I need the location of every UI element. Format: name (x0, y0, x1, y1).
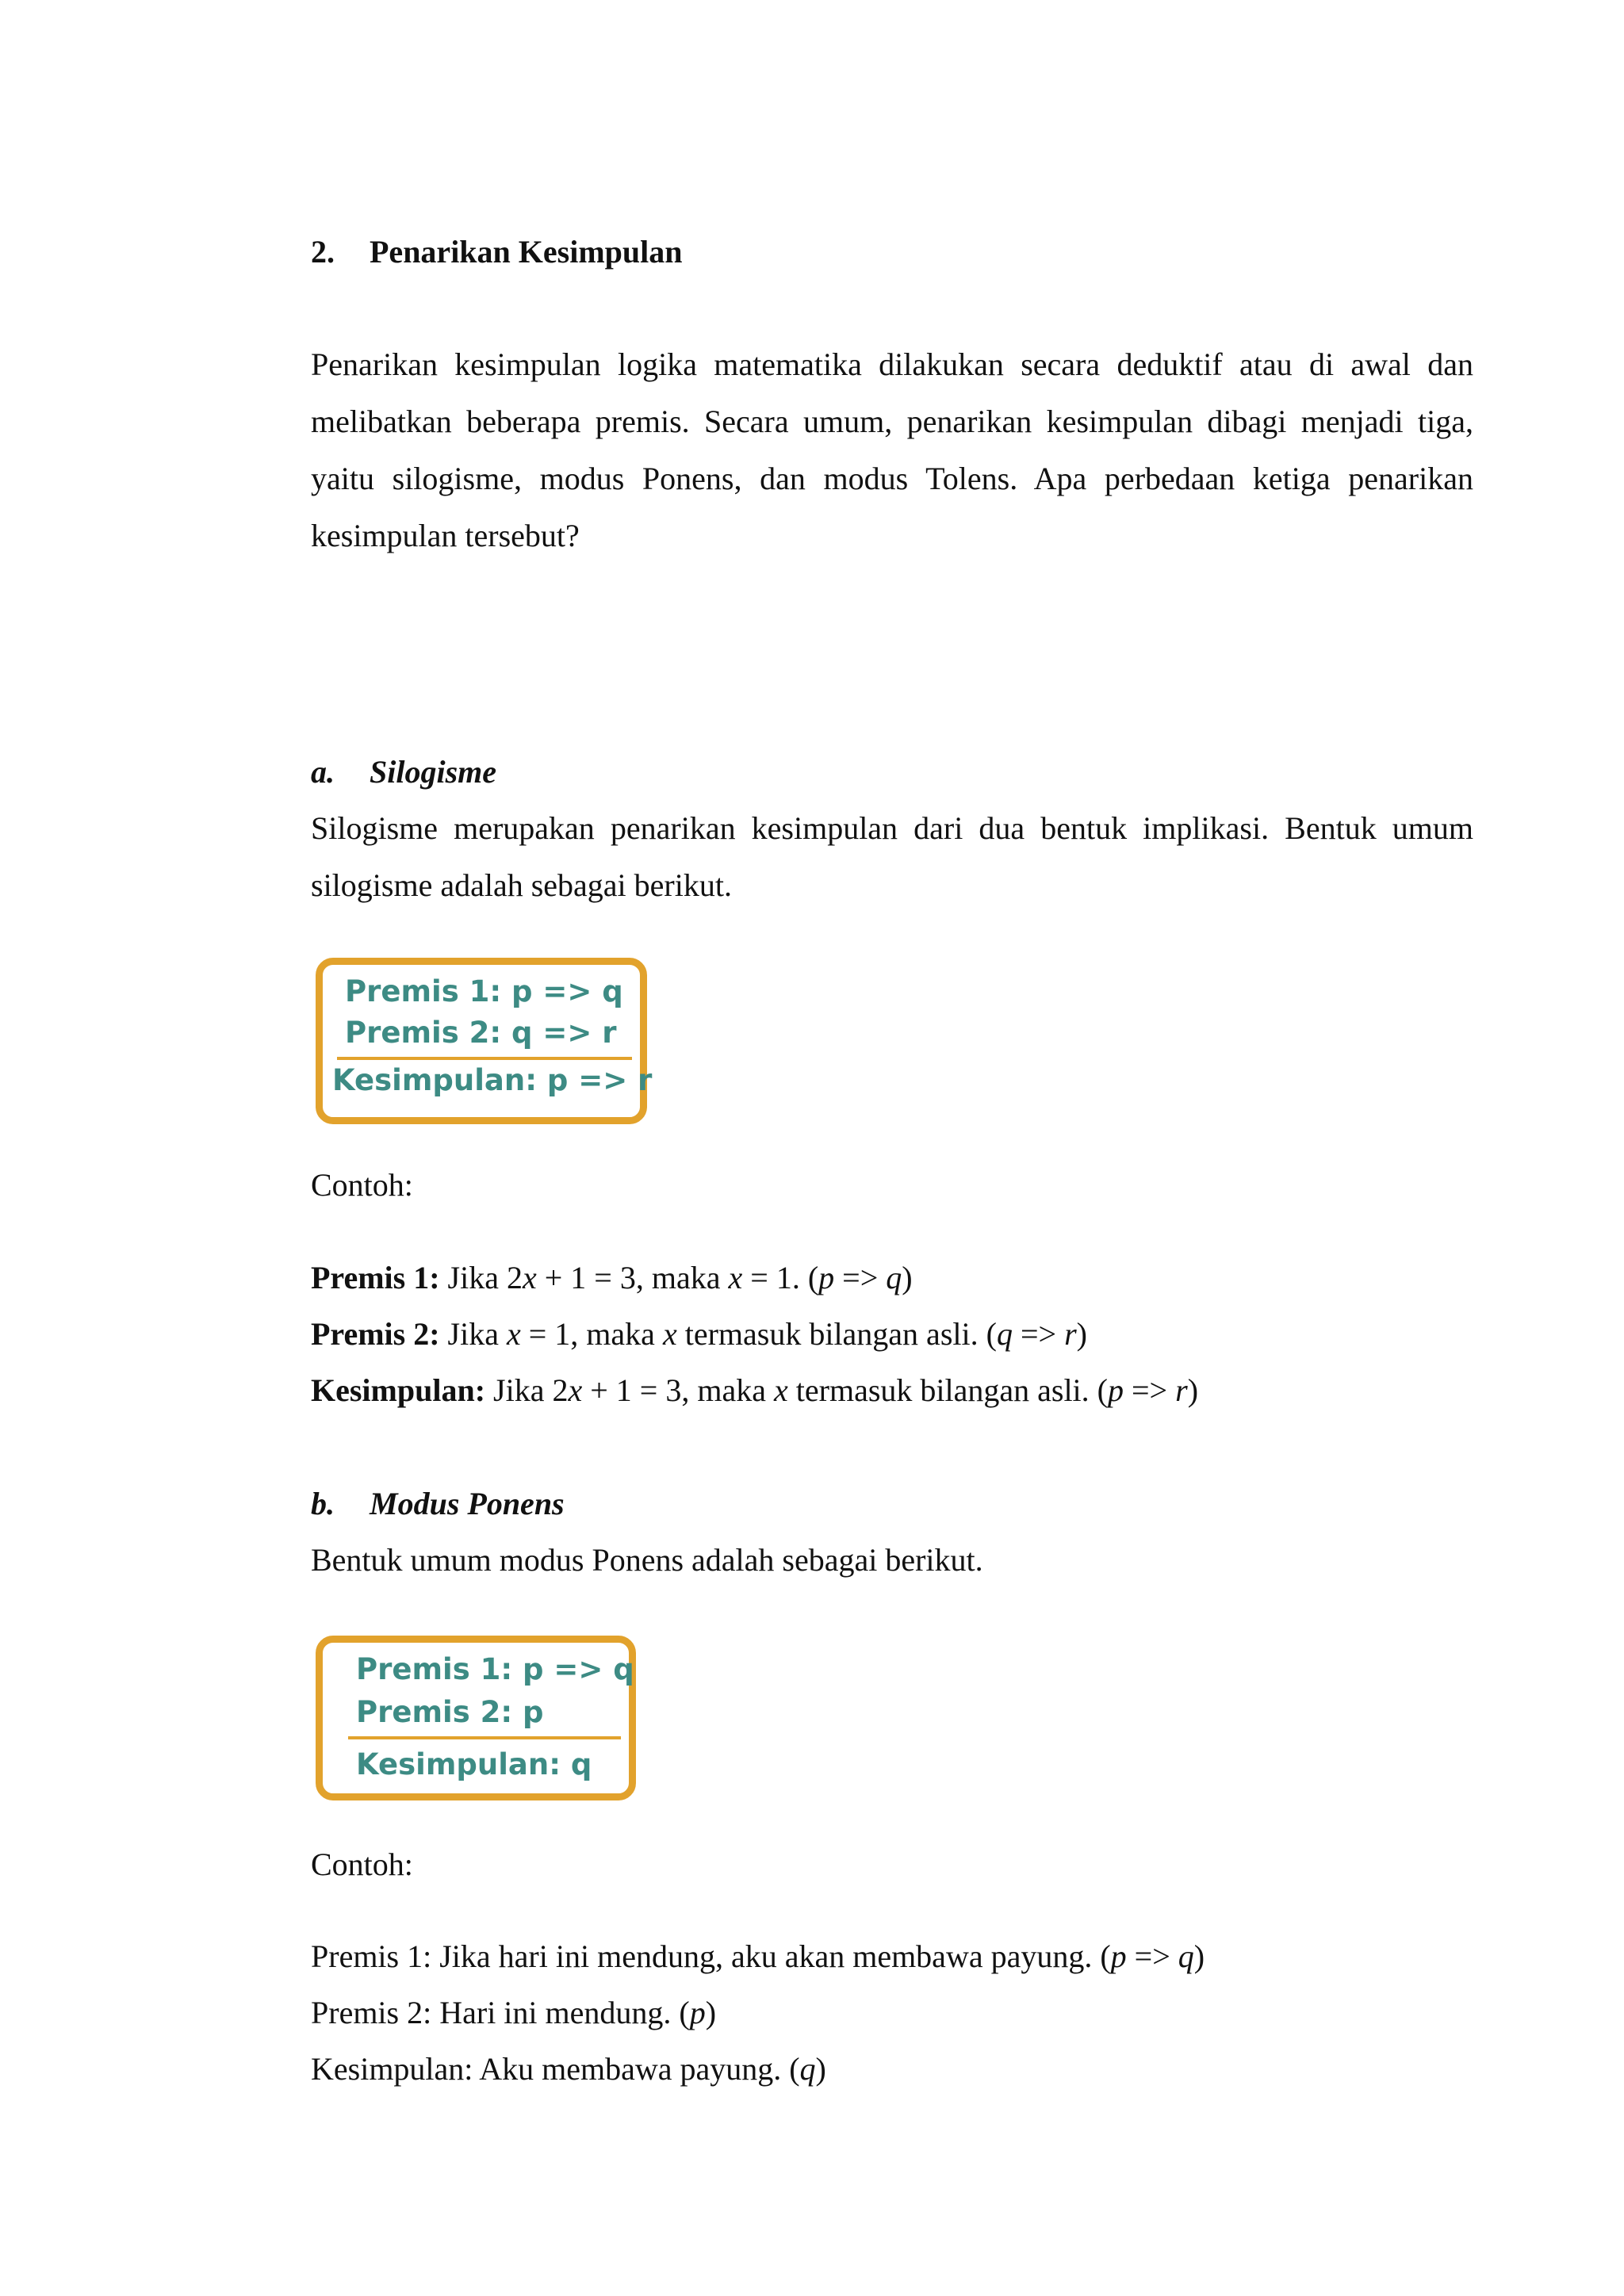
section-number: 2. (311, 234, 335, 270)
section-heading (311, 224, 1473, 281)
silogisme-title: Silogisme (370, 754, 497, 790)
ponens-title: Modus Ponens (370, 1486, 565, 1521)
silogisme-box-premise-1: Premis 1: p => q (345, 974, 623, 1008)
ponens-box-premise-1: Premis 1: p => q (356, 1652, 634, 1686)
ponens-box-premise-2: Premis 2: p (356, 1695, 544, 1729)
silogisme-rule-box (316, 958, 653, 1124)
ponens-box-divider (348, 1736, 621, 1739)
silogisme-example-premise-1: Premis 1: Jika 2x + 1 = 3, maka x = 1. (p => q) (311, 1260, 913, 1295)
silogisme-description: Silogisme merupakan penarikan kesimpulan dari dua bentuk implikasi. Bentuk umum silogisme adalah sebagai berikut. (311, 810, 1473, 903)
silogisme-example-premise-2: Premis 2: Jika x = 1, maka x termasuk bilangan asli. (q => r) (311, 1316, 1087, 1352)
section-title: Penarikan Kesimpulan (370, 234, 683, 270)
ponens-box-conclusion: Kesimpulan: q (356, 1747, 592, 1781)
ponens-description: Bentuk umum modus Ponens adalah sebagai berikut. (311, 1542, 983, 1578)
silogisme-letter: a. (311, 754, 335, 790)
silogisme-example-label: Contoh: (311, 1167, 413, 1203)
ponens-example-label: Contoh: (311, 1846, 413, 1882)
ponens-letter: b. (311, 1486, 335, 1521)
ponens-heading (311, 1475, 1473, 1533)
silogisme-box-conclusion: Kesimpulan: p => r (332, 1063, 653, 1097)
ponens-example-conclusion: Kesimpulan: Aku membawa payung. (q) (311, 2051, 826, 2087)
ponens-example-premise-1: Premis 1: Jika hari ini mendung, aku akan membawa payung. (p => q) (311, 1938, 1205, 1974)
silogisme-heading (311, 744, 1473, 801)
ponens-rule-box (316, 1636, 636, 1800)
intro-paragraph: Penarikan kesimpulan logika matematika dilakukan secara deduktif atau di awal dan melibatkan beberapa premis. Secara umum, penarikan kesimpulan dibagi menjadi tiga, yaitu silogisme, modus Ponens, dan modus Tolens. Apa perbedaan ketiga penarikan kesimpulan tersebut? (311, 346, 1473, 553)
silogisme-example-conclusion: Kesimpulan: Jika 2x + 1 = 3, maka x termasuk bilangan asli. (p => r) (311, 1372, 1199, 1408)
ponens-example-premise-2: Premis 2: Hari ini mendung. (p) (311, 1995, 717, 2030)
silogisme-box-premise-2: Premis 2: q => r (345, 1016, 617, 1050)
silogisme-box-divider (337, 1057, 632, 1060)
